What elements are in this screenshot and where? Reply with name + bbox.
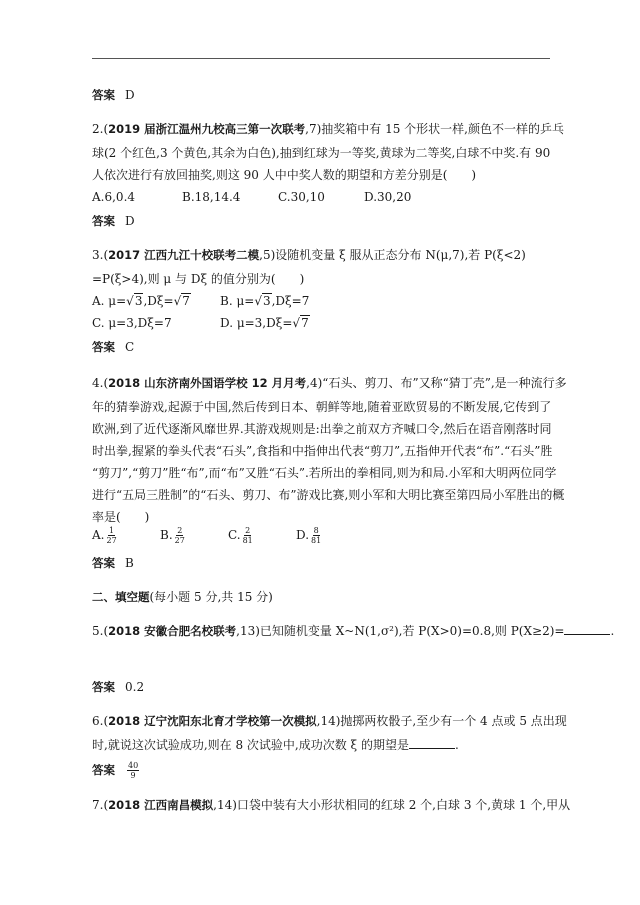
q3-option-b: B. μ=√3,Dξ=7 (220, 294, 310, 308)
q2-option-b: B.18,14.4 (182, 190, 241, 204)
q5-blank (564, 622, 610, 635)
q7-line-1: 7.(2018 江西南昌模拟,14)口袋中装有大小形状相同的红球 2 个,白球 3 个,黄球 1 个,甲从 (92, 798, 571, 812)
q3-answer (92, 336, 560, 358)
q3-line-1: 3.(2017 江西九江十校联考二模,5)设随机变量 ξ 服从正态分布 N(μ,7),若 P(ξ<2) (92, 248, 526, 262)
answer-value: C (125, 340, 135, 354)
answer-value: 0.2 (125, 680, 145, 694)
q4-line-3: 欧洲,到了近代逐渐风靡世界.其游戏规则是:出拳之前双方齐喊口令,然后在语音刚落时同 (92, 422, 552, 436)
q4-line-6: 进行“五局三胜制”的“石头、剪刀、布”游戏比赛,则小军和大明比赛至第四局小军胜出的概 (92, 488, 565, 502)
q2-option-a: A.6,0.4 (92, 190, 136, 204)
q4-option-d: D. $\frac{8}{81}$ (296, 526, 322, 545)
q5-source: 2018 安徽合肥名校联考 (108, 624, 237, 638)
q3-options-row-2 (92, 312, 560, 334)
answer-label: 答案 (92, 680, 115, 694)
q4-options (92, 518, 560, 552)
answer-label: 答案 (92, 763, 115, 777)
q7-source: 2018 江西南昌模拟 (108, 798, 214, 812)
q3-option-c: C. μ=3,Dξ=7 (92, 316, 172, 330)
q6-line-1: 6.(2018 辽宁沈阳东北育才学校第一次模拟,14)抛掷两枚骰子,至少有一个 4 点或 5 点出现 (92, 714, 567, 728)
q4-line-2: 年的猜拳游戏,起源于中国,然后传到日本、朝鲜等地,随着亚欧贸易的不断发展,它传到了 (92, 400, 552, 414)
q5-answer (92, 676, 560, 698)
q6-line-2: 时,就说这次试验成功,则在 8 次试验中,成功次数 ξ 的期望是 . (92, 738, 459, 752)
q4-line-4: 时出拳,握紧的拳头代表“石头”,食指和中指伸出代表“剪刀”,五指伸开代表“布”.“石头”胜 (92, 444, 553, 458)
q3-option-d: D. μ=3,Dξ=√7 (220, 316, 309, 330)
section-title: 二、填空题 (92, 590, 150, 604)
q4-line-7: 率是( ) (92, 510, 150, 524)
q6-answer (92, 754, 560, 786)
q4-option-a: A. $\frac{1}{27}$ (92, 526, 117, 545)
q3-option-a: A. μ=√3,Dξ=√7 (92, 294, 190, 308)
section-note: (每小题 5 分,共 15 分) (149, 590, 273, 604)
q2-line-2: 球(2 个红色,3 个黄色,其余为白色),抽到红球为一等奖,黄球为二等奖,白球不中奖.有 90 (92, 146, 551, 160)
q4-line-1: 4.(2018 山东济南外国语学校 12 月月考,4)“石头、剪刀、布”又称“猜丁壳”,是一种流行多 (92, 376, 567, 390)
q3-options-row-1 (92, 290, 560, 312)
q2-option-d: D.30,20 (364, 190, 412, 204)
q4-line-5: “剪刀”,“剪刀”胜“布”,而“布”又胜“石头”.若所出的拳相同,则为和局.小军和大明两位同学 (92, 466, 557, 480)
q2-source: 2019 届浙江温州九校高三第一次联考 (108, 122, 306, 136)
q4-option-b: B. $\frac{2}{27}$ (160, 526, 185, 545)
answer-value: B (125, 556, 134, 570)
q2-option-c: C.30,10 (278, 190, 325, 204)
q3-source: 2017 江西九江十校联考二模 (108, 248, 260, 262)
q1-answer (92, 84, 560, 106)
q3-line-2: =P(ξ>4),则 μ 与 Dξ 的值分别为( ) (92, 272, 305, 286)
answer-value: D (125, 214, 135, 228)
q6-source: 2018 辽宁沈阳东北育才学校第一次模拟 (108, 714, 317, 728)
q4-answer (92, 552, 560, 574)
answer-fraction: $\frac{40}{9}$ (128, 761, 139, 780)
q2-answer (92, 210, 560, 232)
q4-option-c: C. $\frac{2}{81}$ (228, 526, 253, 545)
answer-label: 答案 (92, 340, 115, 354)
q2-line-1: 2.(2019 届浙江温州九校高三第一次联考,7)抽奖箱中有 15 个形状一样,颜色不一样的乒乓 (92, 122, 565, 136)
q2-options (92, 186, 560, 208)
q5-line-1: 5.(2018 安徽合肥名校联考,13)已知随机变量 X~N(1,σ²),若 P(X>0)=0.8,则 P(X≥2)= . (92, 624, 615, 638)
q2-line-3: 人依次进行有放回抽奖,则这 90 人中中奖人数的期望和方差分别是( ) (92, 168, 477, 182)
answer-label: 答案 (92, 556, 115, 570)
section-2-heading (92, 586, 560, 608)
answer-label: 答案 (92, 214, 115, 228)
q4-source: 2018 山东济南外国语学校 12 月月考 (108, 376, 307, 390)
q6-blank (409, 736, 455, 749)
header-rule (92, 58, 550, 59)
answer-value: D (125, 88, 135, 102)
answer-label: 答案 (92, 88, 115, 102)
